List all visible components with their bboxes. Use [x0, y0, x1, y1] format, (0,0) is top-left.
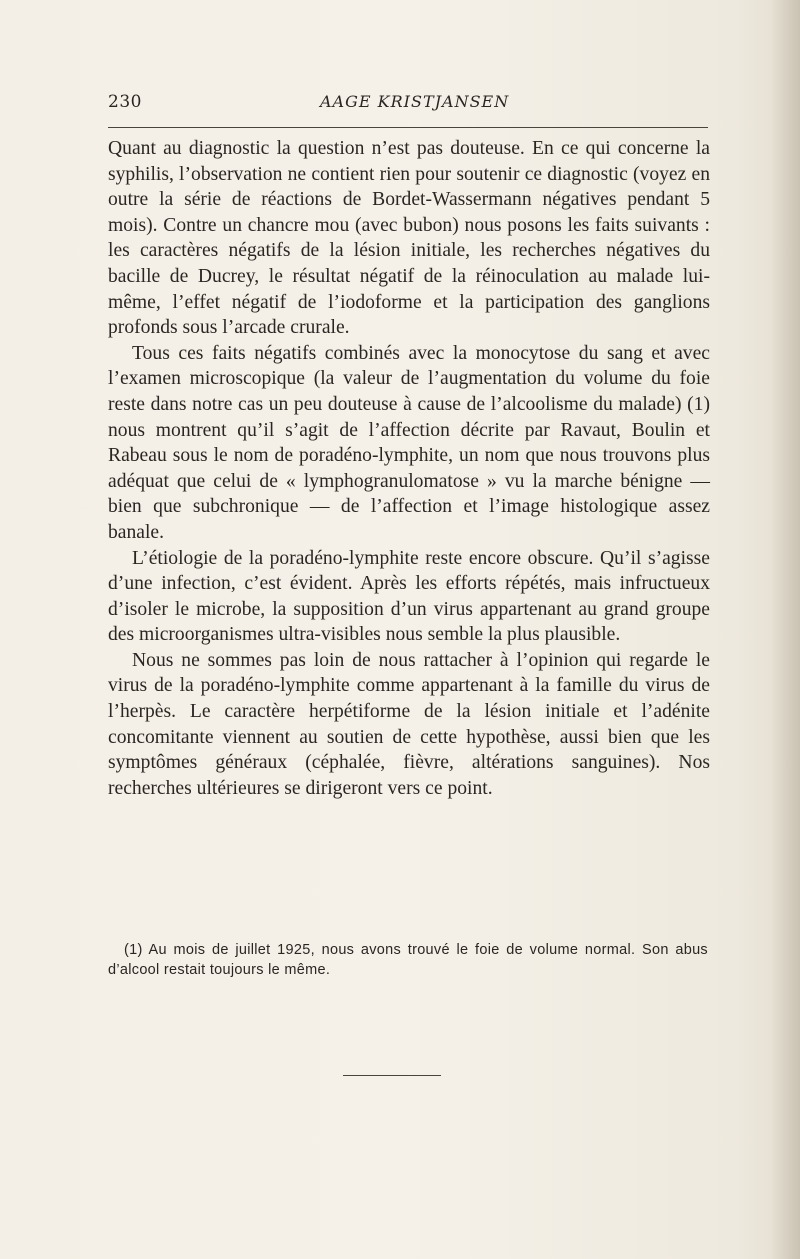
page-edge-shadow — [770, 0, 800, 1259]
paragraph-negative-facts: Tous ces faits négatifs combinés avec la monocytose du sang et avec l’examen microscopique (la valeur de l’augmentation du volume du foie reste dans notre cas un peu douteuse à cause de l’alcoolisme du malade) (1) nous montrent qu’il s’agit de l’affection décrite par Ravaut, Boulin et Rabeau sous le nom de poradéno-lymphite, un nom que nous trouvons plus adéquat que celui de « lymphogranulomatose » vu la marche bénigne — bien que subchronique — de l’affection et l’image histologique assez banale. — [108, 342, 710, 543]
page-number: 230 — [108, 92, 142, 112]
paragraph-etiology: L’étiologie de la poradéno-lymphite reste encore obscure. Qu’il s’agisse d’une infection, c’est évident. Après les efforts répétés, mais infructueux d’isoler le microbe, la supposition d’un virus appartenant au grand groupe des microorganismes ultra-visibles nous semble la plus plausible. — [108, 547, 710, 646]
end-rule — [343, 1075, 441, 1076]
page-header — [108, 92, 708, 116]
running-head: AAGE KRISTJANSEN — [320, 92, 510, 111]
footnote — [108, 940, 708, 980]
header-rule — [108, 127, 708, 128]
paragraph-diagnosis: Quant au diagnostic la question n’est pas douteuse. En ce qui concerne la syphilis, l’observation ne contient rien pour soutenir ce diagnostic (voyez en outre la série de réactions de Bordet-Wassermann négatives pendant 5 mois). Contre un chancre mou (avec bubon) nous posons les faits suivants : les caractères négatifs de la lésion initiale, les recherches négatives du bacille de Ducrey, le résultat négatif de la réinoculation au malade lui-même, l’effet négatif de l’iodoforme et la participation des ganglions profonds sous l’arcade crurale. — [108, 138, 710, 339]
paragraph-herpes-hypothesis: Nous ne sommes pas loin de nous rattacher à l’opinion qui regarde le virus de la poradéno-lymphite comme appartenant à la famille du virus de l’herpès. Le caractère herpétiforme de la lésion initiale et l’adénite concomitante viennent au soutien de cette hypothèse, aussi bien que les symptômes généraux (céphalée, fièvre, altérations sanguines). Nos recherches ultérieures se dirigeront vers ce point. — [108, 649, 710, 799]
body-text — [108, 136, 710, 801]
footnote-text: (1) Au mois de juillet 1925, nous avons trouvé le foie de volume normal. Son abus d’alcool restait toujours le même. — [108, 942, 708, 978]
